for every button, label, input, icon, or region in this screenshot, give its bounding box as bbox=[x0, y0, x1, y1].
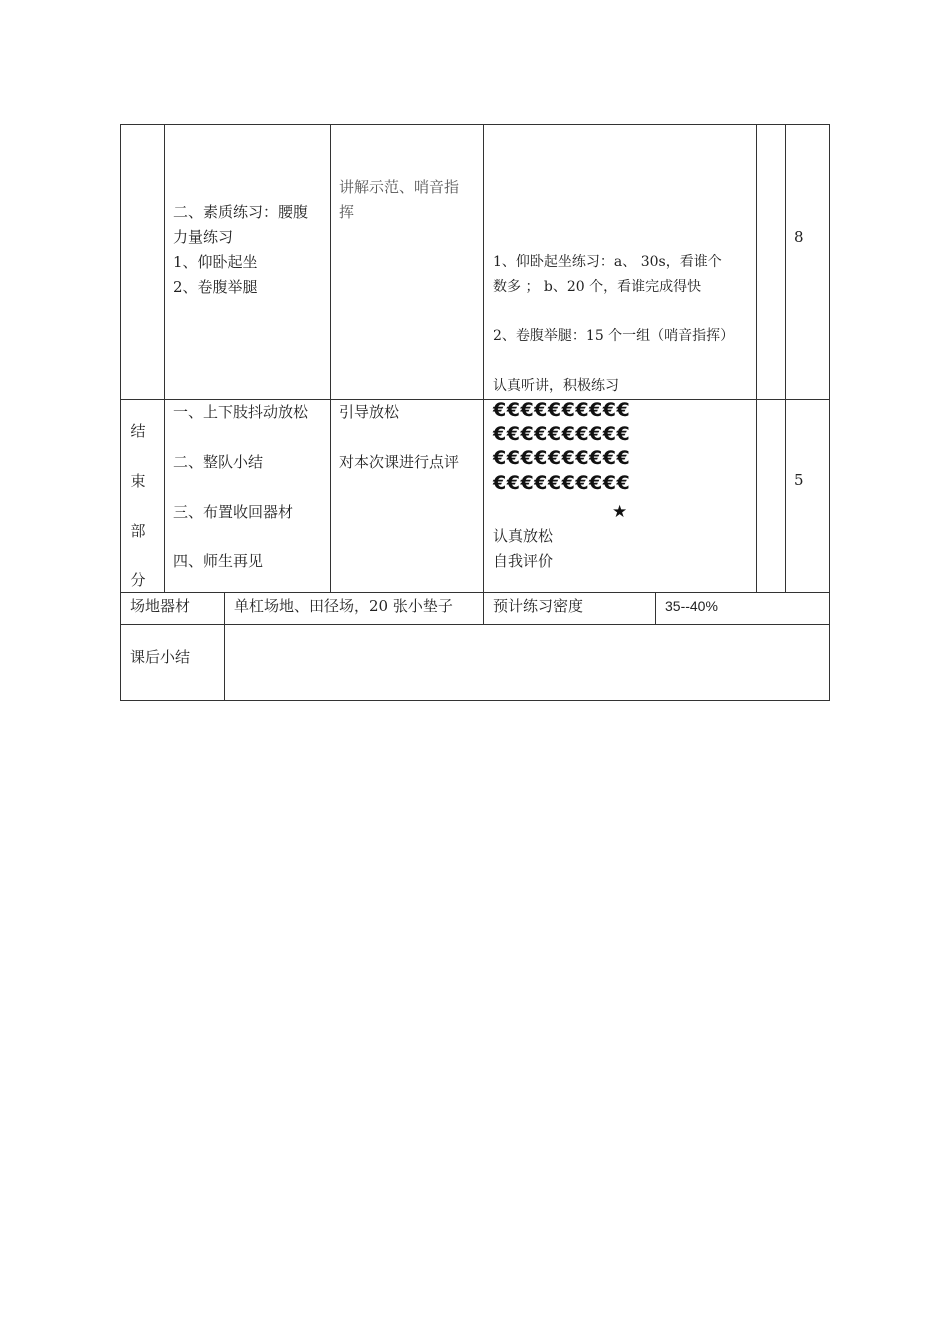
organization-line: 数多 ； b、20 个，看谁完成得快 bbox=[493, 279, 702, 295]
content-item: 四、师生再见 bbox=[173, 552, 264, 570]
content-line: 二、素质练习：腰腹 bbox=[173, 203, 309, 221]
content-line: 力量练习 bbox=[173, 228, 234, 246]
table-line bbox=[120, 124, 830, 125]
formation-row: €€€€€€€€€€ bbox=[493, 472, 631, 494]
equipment-value: 单杠场地、田径场，20 张小垫子 bbox=[234, 597, 453, 615]
organization-line: 1、仰卧起坐练习：a、 30s，看谁个 bbox=[493, 254, 722, 270]
table-line bbox=[120, 124, 121, 701]
content-item: 一、上下肢抖动放松 bbox=[173, 403, 309, 421]
density-label: 预计练习密度 bbox=[493, 597, 584, 615]
equipment-label: 场地器材 bbox=[130, 597, 191, 615]
section-label-char: 分 bbox=[130, 571, 146, 589]
content-line: 1、仰卧起坐 bbox=[173, 253, 258, 271]
formation-row: €€€€€€€€€€ bbox=[493, 399, 631, 421]
content-line: 2、卷腹举腿 bbox=[173, 278, 258, 296]
content-item: 三、布置收回器材 bbox=[173, 503, 294, 521]
table-line bbox=[785, 124, 786, 593]
section-label-char: 部 bbox=[130, 522, 146, 540]
table-line bbox=[330, 124, 331, 593]
method-line: 挥 bbox=[339, 203, 355, 221]
table-line bbox=[120, 700, 830, 701]
table-line bbox=[164, 124, 165, 593]
method-item: 对本次课进行点评 bbox=[339, 453, 460, 471]
table-line bbox=[655, 592, 656, 625]
table-line bbox=[224, 592, 225, 701]
table-line bbox=[120, 624, 830, 625]
density-value: 35--40% bbox=[665, 598, 718, 614]
ending-time: 5 bbox=[794, 471, 804, 489]
student-line: 自我评价 bbox=[493, 552, 554, 570]
teacher-star-icon: ★ bbox=[612, 502, 628, 522]
section-label-char: 结 bbox=[130, 422, 146, 440]
table-line bbox=[483, 124, 484, 625]
organization-line: 认真听讲，积极练习 bbox=[493, 378, 619, 394]
method-line: 讲解示范、哨音指 bbox=[339, 178, 460, 196]
formation-row: €€€€€€€€€€ bbox=[493, 447, 631, 469]
table-line bbox=[756, 124, 757, 593]
student-line: 认真放松 bbox=[493, 527, 554, 545]
quality-time: 8 bbox=[794, 228, 804, 246]
formation-row: €€€€€€€€€€ bbox=[493, 423, 631, 445]
summary-value[interactable] bbox=[234, 645, 814, 670]
method-item: 引导放松 bbox=[339, 403, 400, 421]
summary-label: 课后小结 bbox=[130, 648, 191, 666]
table-line bbox=[829, 124, 830, 701]
table-line bbox=[120, 592, 830, 593]
section-label-char: 束 bbox=[130, 472, 146, 490]
content-item: 二、整队小结 bbox=[173, 453, 264, 471]
organization-line: 2、卷腹举腿：15 个一组（哨音指挥） bbox=[493, 328, 735, 344]
